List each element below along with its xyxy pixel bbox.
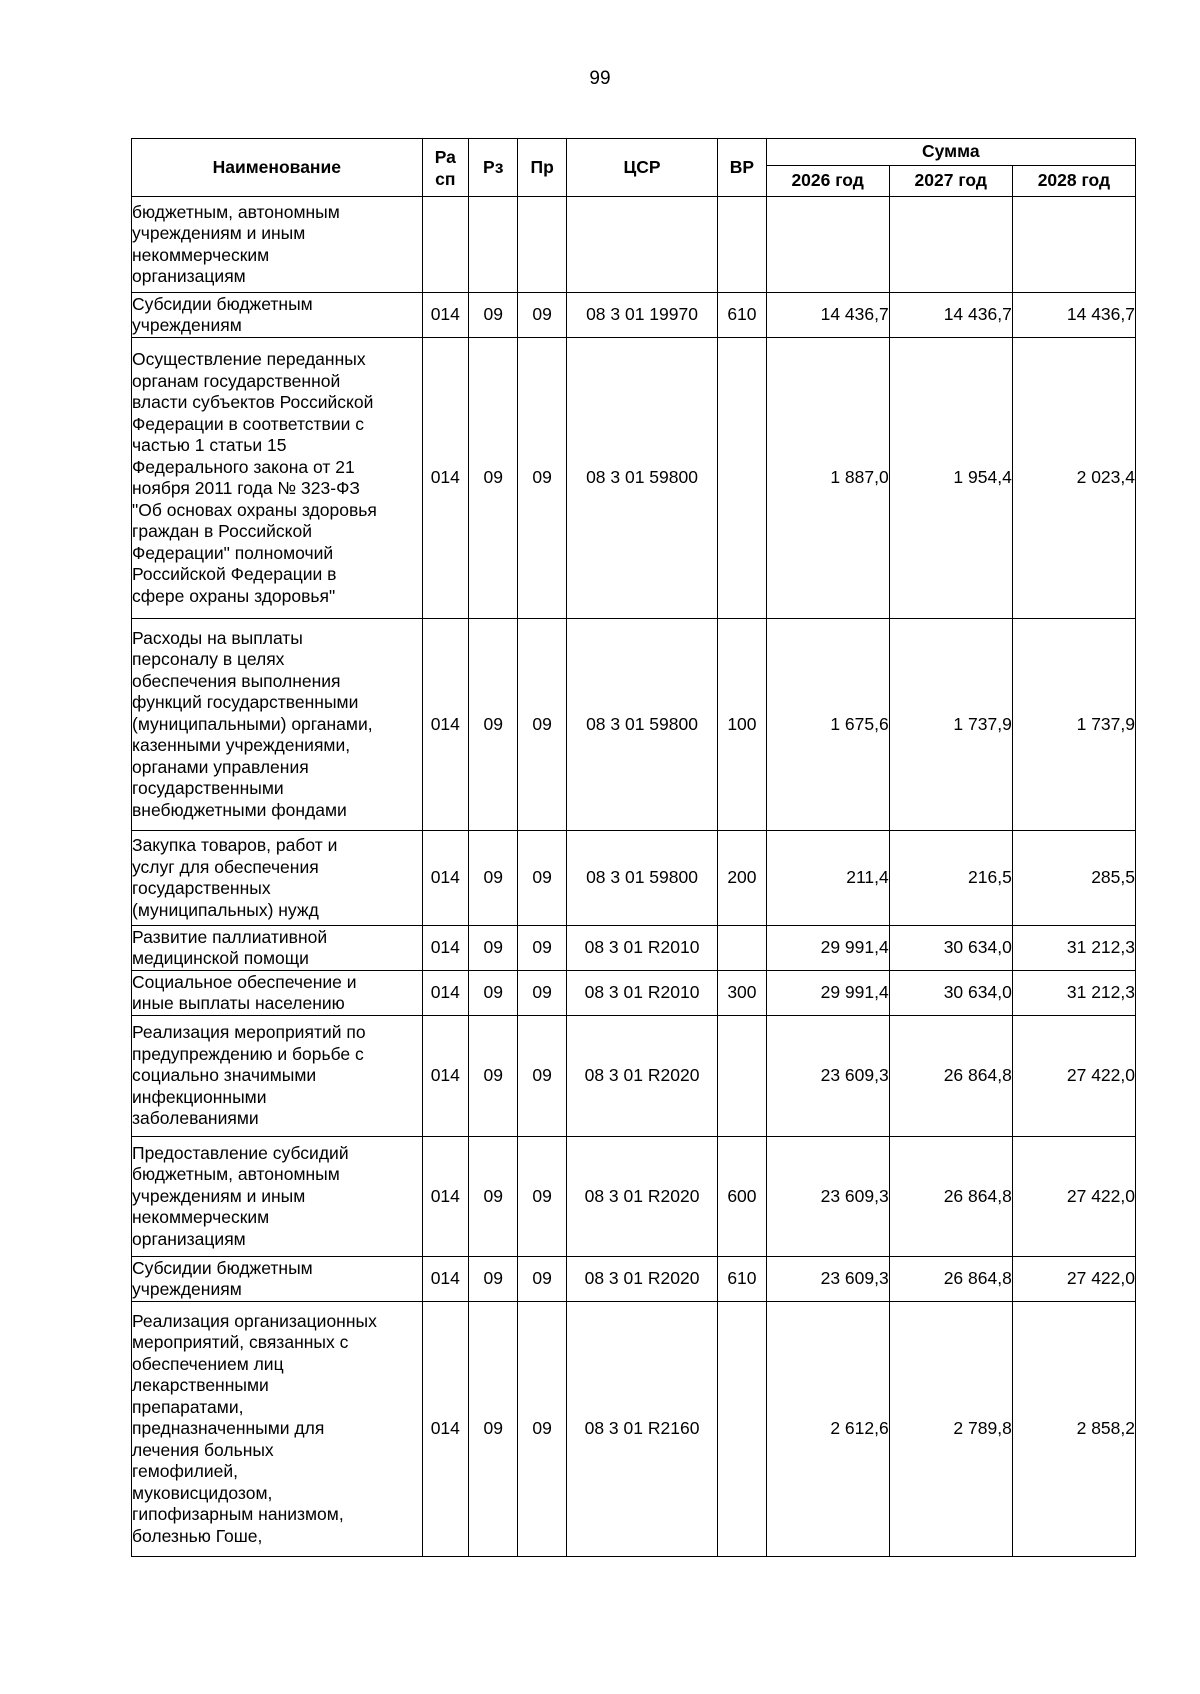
row-rasp: 014: [422, 1257, 468, 1302]
row-vr: 100: [718, 619, 766, 831]
row-vr: [718, 197, 766, 293]
row-amount-2027: 1 737,9: [889, 619, 1012, 831]
row-name: Реализация организационных мероприятий, связанных с обеспечением лиц лекарственными препаратами, предназначенными для лечения больных гемофилией, муковисцидозом, гипофизарным нанизмом, болезнью Гоше,: [132, 1302, 423, 1557]
row-amount-2026: 23 609,3: [766, 1257, 889, 1302]
row-rz: 09: [469, 1137, 518, 1257]
row-pr: 09: [518, 926, 566, 971]
row-rasp: 014: [422, 1302, 468, 1557]
row-rasp: 014: [422, 338, 468, 619]
row-rz: 09: [469, 1302, 518, 1557]
row-amount-2028: 27 422,0: [1012, 1257, 1135, 1302]
row-vr: 600: [718, 1137, 766, 1257]
row-csr: 08 3 01 R2160: [566, 1302, 717, 1557]
table-row: [132, 197, 1136, 293]
row-rasp: 014: [422, 831, 468, 926]
row-amount-2027: 2 789,8: [889, 1302, 1012, 1557]
table-header: [132, 139, 1136, 197]
header-year-2027: 2027 год: [889, 166, 1012, 197]
row-amount-2028: 31 212,3: [1012, 971, 1135, 1016]
row-vr: 300: [718, 971, 766, 1016]
row-rz: 09: [469, 971, 518, 1016]
header-csr: ЦСР: [566, 139, 717, 197]
row-rasp: 014: [422, 1016, 468, 1137]
row-vr: 610: [718, 293, 766, 338]
row-amount-2028: [1012, 197, 1135, 293]
row-amount-2028: 31 212,3: [1012, 926, 1135, 971]
row-amount-2028: 27 422,0: [1012, 1016, 1135, 1137]
row-rz: 09: [469, 619, 518, 831]
row-rasp: 014: [422, 293, 468, 338]
page-number: 99: [589, 68, 611, 89]
row-name: Расходы на выплаты персоналу в целях обеспечения выполнения функций государственными (муниципальными) органами, казенными учреждениями, органами управления государственными внебюджетными фондами: [132, 619, 423, 831]
header-rasp: Ра сп: [422, 139, 468, 197]
row-pr: 09: [518, 619, 566, 831]
table-row: [132, 926, 1136, 971]
row-pr: [518, 197, 566, 293]
row-rz: 09: [469, 1257, 518, 1302]
row-amount-2026: [766, 197, 889, 293]
row-pr: 09: [518, 293, 566, 338]
row-vr: [718, 1016, 766, 1137]
row-rz: [469, 197, 518, 293]
row-amount-2028: 2 023,4: [1012, 338, 1135, 619]
row-vr: [718, 926, 766, 971]
row-amount-2026: 1 675,6: [766, 619, 889, 831]
row-amount-2028: 2 858,2: [1012, 1302, 1135, 1557]
row-amount-2026: 23 609,3: [766, 1016, 889, 1137]
row-amount-2027: 30 634,0: [889, 926, 1012, 971]
row-amount-2026: 29 991,4: [766, 971, 889, 1016]
row-name: Субсидии бюджетным учреждениям: [132, 293, 423, 338]
row-vr: 200: [718, 831, 766, 926]
row-amount-2027: 14 436,7: [889, 293, 1012, 338]
row-csr: 08 3 01 59800: [566, 619, 717, 831]
header-year-2028: 2028 год: [1012, 166, 1135, 197]
row-rz: 09: [469, 831, 518, 926]
row-amount-2026: 1 887,0: [766, 338, 889, 619]
row-csr: 08 3 01 59800: [566, 338, 717, 619]
row-pr: 09: [518, 1257, 566, 1302]
row-rz: 09: [469, 338, 518, 619]
table-row: [132, 831, 1136, 926]
row-rz: 09: [469, 926, 518, 971]
row-amount-2027: 26 864,8: [889, 1137, 1012, 1257]
table-row: [132, 1137, 1136, 1257]
row-amount-2026: 14 436,7: [766, 293, 889, 338]
header-sum: Сумма: [766, 139, 1135, 166]
row-amount-2028: 1 737,9: [1012, 619, 1135, 831]
row-rasp: [422, 197, 468, 293]
row-name: Предоставление субсидий бюджетным, автономным учреждениям и иным некоммерческим организациям: [132, 1137, 423, 1257]
table-row: [132, 971, 1136, 1016]
row-amount-2027: 26 864,8: [889, 1016, 1012, 1137]
row-amount-2026: 23 609,3: [766, 1137, 889, 1257]
row-amount-2027: 1 954,4: [889, 338, 1012, 619]
row-amount-2026: 2 612,6: [766, 1302, 889, 1557]
row-csr: 08 3 01 19970: [566, 293, 717, 338]
row-rz: 09: [469, 293, 518, 338]
row-name: бюджетным, автономным учреждениям и иным некоммерческим организациям: [132, 197, 423, 293]
row-amount-2028: 14 436,7: [1012, 293, 1135, 338]
row-amount-2026: 29 991,4: [766, 926, 889, 971]
row-pr: 09: [518, 831, 566, 926]
row-pr: 09: [518, 971, 566, 1016]
row-amount-2028: 285,5: [1012, 831, 1135, 926]
row-rasp: 014: [422, 926, 468, 971]
table-row: [132, 1302, 1136, 1557]
row-name: Закупка товаров, работ и услуг для обеспечения государственных (муниципальных) нужд: [132, 831, 423, 926]
row-pr: 09: [518, 338, 566, 619]
row-name: Осуществление переданных органам государственной власти субъектов Российской Федерации в соответствии с частью 1 статьи 15 Федерального закона от 21 ноября 2011 года № 323-ФЗ "Об основах охраны здоровья граждан в Российской Федерации" полномочий Российской Федерации в сфере охраны здоровья": [132, 338, 423, 619]
row-amount-2028: 27 422,0: [1012, 1137, 1135, 1257]
header-year-2026: 2026 год: [766, 166, 889, 197]
header-name: Наименование: [132, 139, 423, 197]
row-csr: 08 3 01 R2020: [566, 1016, 717, 1137]
row-amount-2027: [889, 197, 1012, 293]
row-amount-2027: 216,5: [889, 831, 1012, 926]
table-row: [132, 338, 1136, 619]
row-rasp: 014: [422, 1137, 468, 1257]
row-csr: [566, 197, 717, 293]
row-name: Социальное обеспечение и иные выплаты населению: [132, 971, 423, 1016]
row-vr: [718, 1302, 766, 1557]
row-rasp: 014: [422, 619, 468, 831]
row-csr: 08 3 01 R2020: [566, 1137, 717, 1257]
row-csr: 08 3 01 R2010: [566, 926, 717, 971]
row-name: Реализация мероприятий по предупреждению и борьбе с социально значимыми инфекционными заболеваниями: [132, 1016, 423, 1137]
row-name: Субсидии бюджетным учреждениям: [132, 1257, 423, 1302]
row-pr: 09: [518, 1302, 566, 1557]
table-body: [132, 197, 1136, 1557]
table-row: [132, 293, 1136, 338]
row-rasp: 014: [422, 971, 468, 1016]
row-rz: 09: [469, 1016, 518, 1137]
row-vr: 610: [718, 1257, 766, 1302]
row-amount-2026: 211,4: [766, 831, 889, 926]
header-pr: Пр: [518, 139, 566, 197]
row-pr: 09: [518, 1137, 566, 1257]
row-csr: 08 3 01 R2020: [566, 1257, 717, 1302]
budget-table: [131, 138, 1136, 1557]
row-name: Развитие паллиативной медицинской помощи: [132, 926, 423, 971]
table-row: [132, 1016, 1136, 1137]
row-amount-2027: 26 864,8: [889, 1257, 1012, 1302]
row-amount-2027: 30 634,0: [889, 971, 1012, 1016]
row-pr: 09: [518, 1016, 566, 1137]
row-csr: 08 3 01 59800: [566, 831, 717, 926]
header-vr: ВР: [718, 139, 766, 197]
table-row: [132, 1257, 1136, 1302]
table-row: [132, 619, 1136, 831]
header-rz: Рз: [469, 139, 518, 197]
row-vr: [718, 338, 766, 619]
row-csr: 08 3 01 R2010: [566, 971, 717, 1016]
